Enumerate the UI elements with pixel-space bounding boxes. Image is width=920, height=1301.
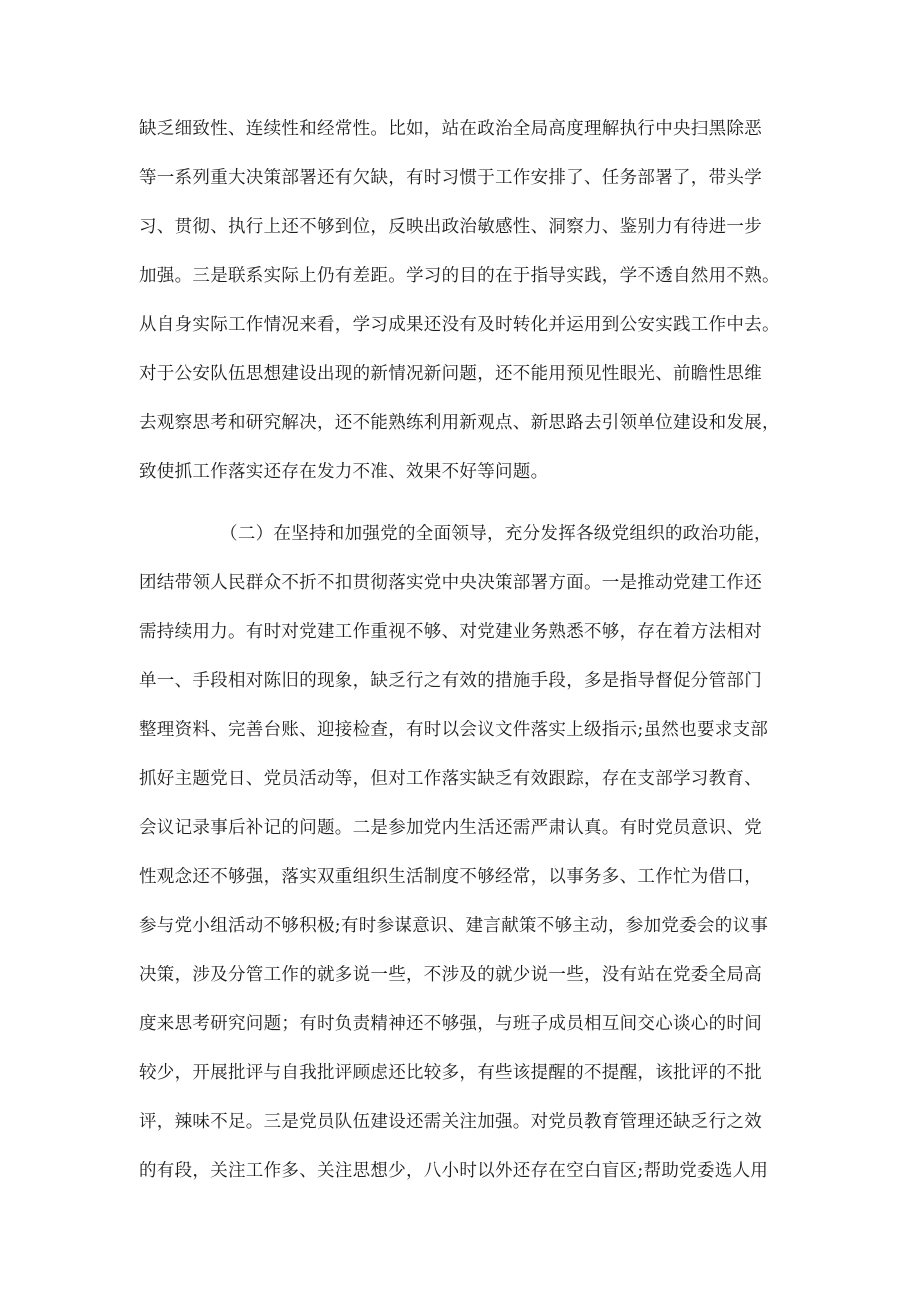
text-line: 从自身实际工作情况来看，学习成果还没有及时转化并运用到公安实践工作中去。 (139, 315, 780, 335)
text-line: 会议记录事后补记的问题。二是参加党内生活还需严肃认真。有时党员意识、党 (139, 818, 762, 838)
text-line: 习、贯彻、执行上还不够到位，反映出政治敏感性、洞察力、鉴别力有待进一步 (139, 217, 762, 237)
text-line: 参与党小组活动不够积极;有时参谋意识、建言献策不够主动，参加党委会的议事 (139, 916, 769, 936)
text-line: 致使抓工作落实还存在发力不准、效果不好等问题。 (139, 462, 549, 482)
text-line: 决策，涉及分管工作的就多说一些，不涉及的就少说一些，没有站在党委全局高 (139, 965, 762, 985)
text-line: 度来思考研究问题；有时负责精神还不够强，与班子成员相互间交心谈心的时间 (139, 1014, 762, 1034)
text-line: 单一、手段相对陈旧的现象，缺乏行之有效的措施手段，多是指导督促分管部门 (139, 671, 762, 691)
text-line: 团结带领人民群众不折不扣贯彻落实党中央决策部署方面。一是推动党建工作还 (139, 573, 762, 593)
text-line: 去观察思考和研究解决，还不能熟练利用新观点、新思路去引领单位建设和发展， (139, 413, 780, 433)
text-line: 的有段，关注工作多、关注思想少，八小时以外还存在空白盲区;帮助党委选人用 (139, 1161, 769, 1181)
text-line: 对于公安队伍思想建设出现的新情况新问题，还不能用预见性眼光、前瞻性思维 (139, 364, 762, 384)
text-line: 加强。三是联系实际上仍有差距。学习的目的在于指导实践，学不透自然用不熟。 (139, 266, 780, 286)
section-heading-line: （二）在坚持和加强党的全面领导，充分发挥各级党组织的政治功能， (220, 524, 772, 544)
text-line: 抓好主题党日、党员活动等，但对工作落实缺乏有效跟踪，存在支部学习教育、 (139, 769, 762, 789)
text-line: 缺乏细致性、连续性和经常性。比如，站在政治全局高度理解执行中央扫黑除恶 (139, 119, 762, 139)
text-line: 较少，开展批评与自我批评顾虑还比较多，有些该提醒的不提醒，该批评的不批 (139, 1063, 762, 1083)
text-line: 需持续用力。有时对党建工作重视不够、对党建业务熟悉不够，存在着方法相对 (139, 622, 762, 642)
text-line: 等一系列重大决策部署还有欠缺，有时习惯于工作安排了、任务部署了，带头学 (139, 168, 762, 188)
text-line: 评，辣味不足。三是党员队伍建设还需关注加强。对党员教育管理还缺乏行之效 (139, 1112, 762, 1132)
text-line: 性观念还不够强，落实双重组织生活制度不够经常，以事务多、工作忙为借口， (139, 867, 762, 887)
text-line: 整理资料、完善台账、迎接检查，有时以会议文件落实上级指示;虽然也要求支部 (139, 720, 769, 740)
